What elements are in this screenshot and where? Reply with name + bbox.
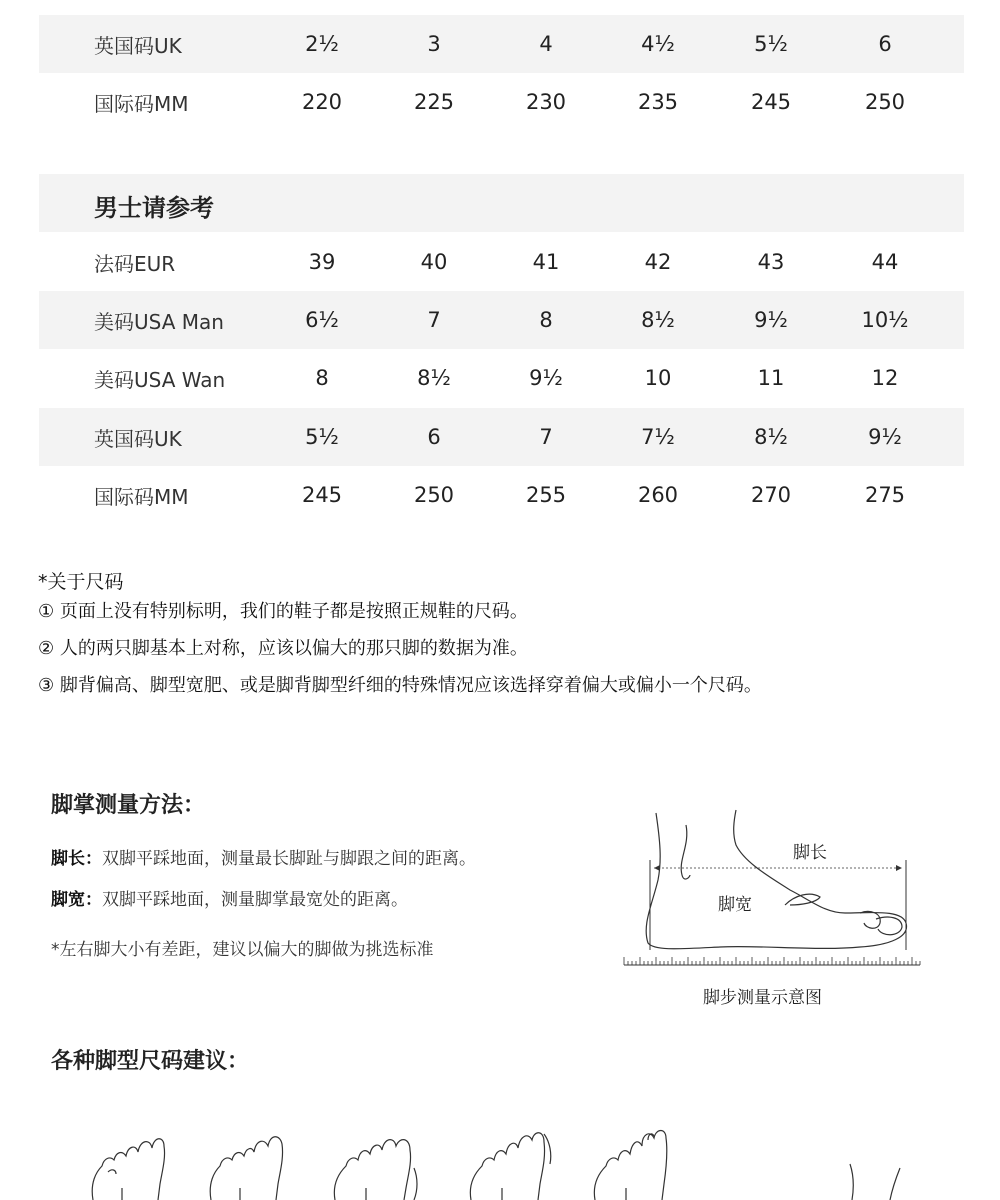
size-notes [38, 570, 762, 711]
row-label: 国际码MM [94, 91, 189, 116]
size-cell: 4½ [641, 32, 675, 56]
size-cell: 8 [539, 308, 553, 332]
foot-icon [470, 1133, 550, 1200]
size-cell: 275 [864, 483, 906, 507]
size-cell: 2½ [305, 32, 339, 56]
measure-tip: *左右脚大小有差距，建议以偏大的脚做为挑选标准 [51, 940, 434, 960]
diagram-caption: 脚步测量示意图 [703, 988, 822, 1008]
size-cell: 8½ [417, 366, 451, 390]
diagram-length-label: 脚长 [793, 843, 827, 863]
foot-length-instruction [51, 844, 476, 869]
size-cell: 6 [427, 425, 441, 449]
size-cell: 9½ [754, 308, 788, 332]
size-cell: 11 [757, 366, 785, 390]
size-cell: 6 [878, 32, 892, 56]
size-cell: 10 [644, 366, 672, 390]
notes-title: *关于尺码 [38, 571, 124, 593]
foot-icon [334, 1140, 417, 1200]
size-cell: 9½ [868, 425, 902, 449]
size-cell: 3 [427, 32, 441, 56]
size-cell: 250 [413, 483, 455, 507]
size-cell: 8½ [641, 308, 675, 332]
size-cell: 5½ [305, 425, 339, 449]
arrow-left-icon [654, 865, 660, 871]
size-cell: 220 [301, 90, 343, 114]
size-cell: 10½ [861, 308, 909, 332]
foot-type-illustrations [80, 1128, 940, 1200]
size-cell: 270 [750, 483, 792, 507]
note-item: ③ 脚背偏高、脚型宽肥、或是脚背脚型纤细的特殊情况应该选择穿着偏大或偏小一个尺码。 [38, 675, 762, 696]
arrow-right-icon [896, 865, 902, 871]
row-label: 美码USA Man [94, 309, 224, 334]
size-cell: 8½ [754, 425, 788, 449]
row-label: 美码USA Wan [94, 367, 226, 392]
foot-measure-diagram [620, 805, 930, 975]
table-row [39, 233, 964, 291]
size-cell: 7½ [641, 425, 675, 449]
row-label: 英国码UK [94, 426, 182, 451]
foot-length-text: 双脚平踩地面，测量最长脚趾与脚跟之间的距离。 [102, 849, 476, 869]
size-cell: 245 [301, 483, 343, 507]
size-cell: 43 [757, 250, 785, 274]
foot-icon [594, 1131, 666, 1200]
table-row [39, 466, 964, 524]
size-cell: 41 [532, 250, 560, 274]
table-row [39, 349, 964, 407]
men-section-header [39, 174, 964, 232]
table-row [39, 408, 964, 466]
size-cell: 42 [644, 250, 672, 274]
size-cell: 235 [637, 90, 679, 114]
size-cell: 255 [525, 483, 567, 507]
row-label: 英国码UK [94, 33, 182, 58]
size-cell: 5½ [754, 32, 788, 56]
foot-width-label: 脚宽： [51, 890, 102, 910]
size-cell: 250 [864, 90, 906, 114]
size-cell: 39 [308, 250, 336, 274]
row-label: 国际码MM [94, 484, 189, 509]
size-cell: 260 [637, 483, 679, 507]
size-cell: 9½ [529, 366, 563, 390]
table-row [39, 291, 964, 349]
ruler-ticks [624, 957, 920, 965]
size-cell: 8 [315, 366, 329, 390]
size-cell: 7 [539, 425, 553, 449]
foot-icon [210, 1137, 282, 1200]
measure-title: 脚掌测量方法： [51, 793, 206, 818]
size-cell: 230 [525, 90, 567, 114]
size-cell: 7 [427, 308, 441, 332]
note-item: ② 人的两只脚基本上对称，应该以偏大的那只脚的数据为准。 [38, 638, 528, 659]
note-item: ① 页面上没有特别标明，我们的鞋子都是按照正规鞋的尺码。 [38, 601, 528, 622]
foot-length-label: 脚长： [51, 849, 102, 869]
size-cell: 245 [750, 90, 792, 114]
size-cell: 40 [420, 250, 448, 274]
foot-width-text: 双脚平踩地面，测量脚掌最宽处的距离。 [102, 890, 408, 910]
foot-types-title: 各种脚型尺码建议： [51, 1049, 250, 1074]
row-label: 法码EUR [94, 251, 176, 276]
size-cell: 4 [539, 32, 553, 56]
size-cell: 12 [871, 366, 899, 390]
diagram-width-label: 脚宽 [718, 895, 752, 915]
foot-icon [92, 1139, 164, 1200]
table-row [39, 15, 964, 73]
section-title: 男士请参考 [94, 194, 214, 222]
foot-width-instruction [51, 885, 408, 910]
size-cell: 44 [871, 250, 899, 274]
table-row [39, 73, 964, 131]
size-cell: 225 [413, 90, 455, 114]
size-cell: 6½ [305, 308, 339, 332]
foot-icon [850, 1164, 900, 1200]
